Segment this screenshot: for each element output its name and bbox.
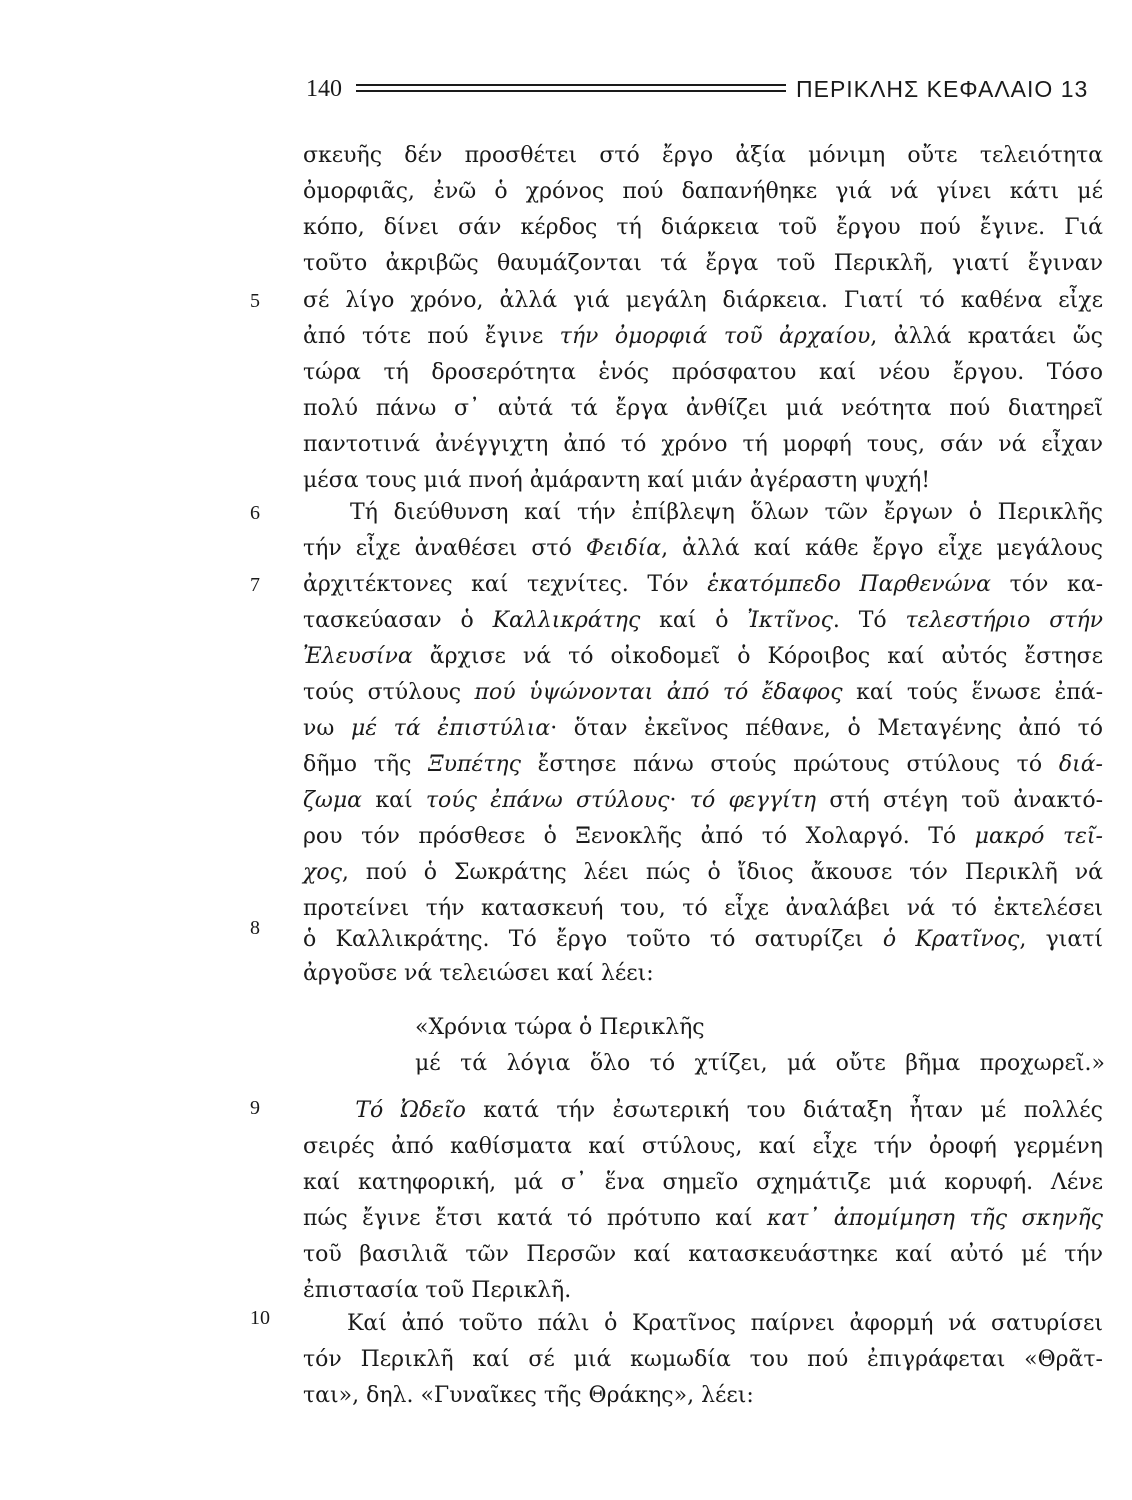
header-rule	[356, 84, 786, 92]
italic-phrase: ἑκατόμπεδο Παρθενώνα	[707, 572, 991, 597]
text-line: τώρα τή δροσερότητα ἑνός πρόσφατου καί νέου ἔργου. Τόσο	[303, 360, 1103, 385]
italic-phrase: ζωμα	[303, 788, 363, 813]
verse-quote-line: μέ τά λόγια ὅλο τό χτίζει, μά οὔτε βῆμα προχωρεῖ.»	[415, 1051, 1105, 1076]
italic-phrase: ὁ Κρατῖνος	[882, 927, 1020, 952]
text-line: Τό Ὠδεῖο κατά τήν ἐσωτερική του διάταξη ἦταν μέ πολλές	[355, 1098, 1103, 1123]
text-line: ρου τόν πρόσθεσε ὁ Ξενοκλῆς ἀπό τό Χολαργό. Τό μακρό τεῖ-	[303, 824, 1103, 849]
italic-phrase: τελεστήριο στήν	[905, 608, 1103, 633]
page-number: 140	[306, 76, 342, 102]
italic-phrase: τούς ἐπάνω στύλους	[425, 788, 670, 813]
text-line: προτείνει τήν κατασκευή του, τό εἶχε ἀναλάβει νά τό ἐκτελέσει	[303, 896, 1103, 921]
text-line: καί κατηφορική, μά σ᾽ ἕνα σημεῖο σχημάτιζε μιά κορυφή. Λένε	[303, 1170, 1103, 1195]
italic-phrase: διά-	[1058, 752, 1103, 777]
italic-phrase: Ἐλευσίνα	[303, 644, 413, 669]
text-line: σειρές ἀπό καθίσματα καί στύλους, καί εἶχε τήν ὀροφή γερμένη	[303, 1134, 1103, 1159]
text-line: Καί ἀπό τοῦτο πάλι ὁ Κρατῖνος παίρνει ἀφορμή νά σατυρίσει	[303, 1311, 1103, 1336]
text-line: ἀρχιτέκτονες καί τεχνίτες. Τόν ἑκατόμπεδο Παρθενώνα τόν κα-	[303, 572, 1103, 597]
italic-phrase: Καλλικράτης	[492, 608, 641, 633]
text-line: νω μέ τά ἐπιστύλια· ὅταν ἐκεῖνος πέθανε, ὁ Μεταγένης ἀπό τό	[303, 716, 1103, 741]
text-line: πολύ πάνω σ᾽ αὐτά τά ἔργα ἀνθίζει μιά νεότητα πού διατηρεῖ	[303, 396, 1103, 421]
page-header	[306, 74, 1106, 104]
verse-quote-line: «Χρόνια τώρα ὁ Περικλῆς	[415, 1015, 705, 1040]
margin-number: 7	[250, 574, 260, 596]
text-line: ὁ Καλλικράτης. Τό ἔργο τοῦτο τό σατυρίζει ὁ Κρατῖνος, γιατί	[303, 927, 1104, 952]
text-line: πώς ἔγινε ἔτσι κατά τό πρότυπο καί κατ᾽ ἀπομίμηση τῆς σκηνῆς	[303, 1206, 1103, 1231]
text-line: μέσα τους μιά πνοή ἀμάραντη καί μιάν ἀγέραστη ψυχή!	[303, 468, 931, 493]
italic-phrase: Ξυπέτης	[428, 752, 521, 777]
text-line: τοῦ βασιλιᾶ τῶν Περσῶν καί κατασκευάστηκε καί αὐτό μέ τήν	[303, 1242, 1103, 1267]
running-title: ΠΕΡΙΚΛΗΣ ΚΕΦΑΛΑΙΟ 13	[796, 76, 1089, 102]
text-line: ἀργοῦσε νά τελειώσει καί λέει:	[303, 961, 654, 986]
margin-number: 10	[250, 1307, 270, 1329]
text-line: ὀμορφιᾶς, ἐνῶ ὁ χρόνος πού δαπανήθηκε γιά νά γίνει κάτι μέ	[303, 179, 1103, 204]
text-line: Ἐλευσίνα ἄρχισε νά τό οἰκοδομεῖ ὁ Κόροιβος καί αὐτός ἔστησε	[303, 644, 1103, 669]
text-line: τοῦτο ἀκριβῶς θαυμάζονται τά ἔργα τοῦ Περικλῆ, γιατί ἔγιναν	[303, 251, 1103, 276]
italic-phrase: κατ᾽ ἀπομίμηση τῆς σκηνῆς	[766, 1206, 1103, 1231]
text-line: τόν Περικλῆ καί σέ μιά κωμωδία του πού ἐπιγράφεται «Θρᾶτ-	[303, 1347, 1103, 1372]
margin-number: 8	[250, 917, 260, 939]
italic-phrase: πού ὑψώνονται ἀπό τό ἔδαφος	[474, 680, 843, 705]
text-line: σκευῆς δέν προσθέτει στό ἔργο ἀξία μόνιμη οὔτε τελειότητα	[303, 143, 1103, 168]
italic-phrase: χος	[303, 860, 342, 885]
italic-phrase: Τό Ὠδεῖο	[355, 1098, 466, 1123]
italic-phrase: τήν ὀμορφιά τοῦ ἀρχαίου	[559, 324, 871, 349]
margin-number: 6	[250, 502, 260, 524]
text-line: τασκεύασαν ὁ Καλλικράτης καί ὁ Ἰκτῖνος. Τό τελεστήριο στήν	[303, 608, 1103, 633]
text-line: τούς στύλους πού ὑψώνονται ἀπό τό ἔδαφος καί τούς ἕνωσε ἐπά-	[303, 680, 1103, 705]
text-line: Τή διεύθυνση καί τήν ἐπίβλεψη ὅλων τῶν ἔργων ὁ Περικλῆς	[303, 500, 1103, 525]
text-line: ζωμα καί τούς ἐπάνω στύλους· τό φεγγίτη στή στέγη τοῦ ἀνακτό-	[303, 788, 1103, 813]
italic-phrase: μέ τά ἐπιστύλια	[350, 716, 551, 741]
italic-phrase: Φειδία	[585, 536, 662, 561]
text-line: ἐπιστασία τοῦ Περικλῆ.	[303, 1278, 572, 1303]
text-line: παντοτινά ἀνέγγιχτη ἀπό τό χρόνο τή μορφή τους, σάν νά εἶχαν	[303, 432, 1103, 457]
text-line: ἀπό τότε πού ἔγινε τήν ὀμορφιά τοῦ ἀρχαίου, ἀλλά κρατάει ὥς	[303, 324, 1104, 349]
text-line: κόπο, δίνει σάν κέρδος τή διάρκεια τοῦ ἔργου πού ἔγινε. Γιά	[303, 215, 1103, 240]
italic-phrase: τό φεγγίτη	[689, 788, 817, 813]
margin-number: 9	[250, 1097, 260, 1119]
text-line: σέ λίγο χρόνο, ἀλλά γιά μεγάλη διάρκεια. Γιατί τό καθένα εἶχε	[303, 288, 1103, 313]
italic-phrase: μακρό τεῖ-	[974, 824, 1103, 849]
text-line: τήν εἶχε ἀναθέσει στό Φειδία, ἀλλά καί κάθε ἔργο εἶχε μεγάλους	[303, 536, 1103, 561]
text-line: χος, πού ὁ Σωκράτης λέει πώς ὁ ἴδιος ἄκουσε τόν Περικλῆ νά	[303, 860, 1103, 885]
margin-number: 5	[250, 290, 260, 312]
text-line: ται», δηλ. «Γυναῖκες τῆς Θράκης», λέει:	[303, 1383, 754, 1408]
text-line: δῆμο τῆς Ξυπέτης ἔστησε πάνω στούς πρώτους στύλους τό διά-	[303, 752, 1103, 777]
italic-phrase: Ἰκτῖνος	[747, 608, 833, 633]
